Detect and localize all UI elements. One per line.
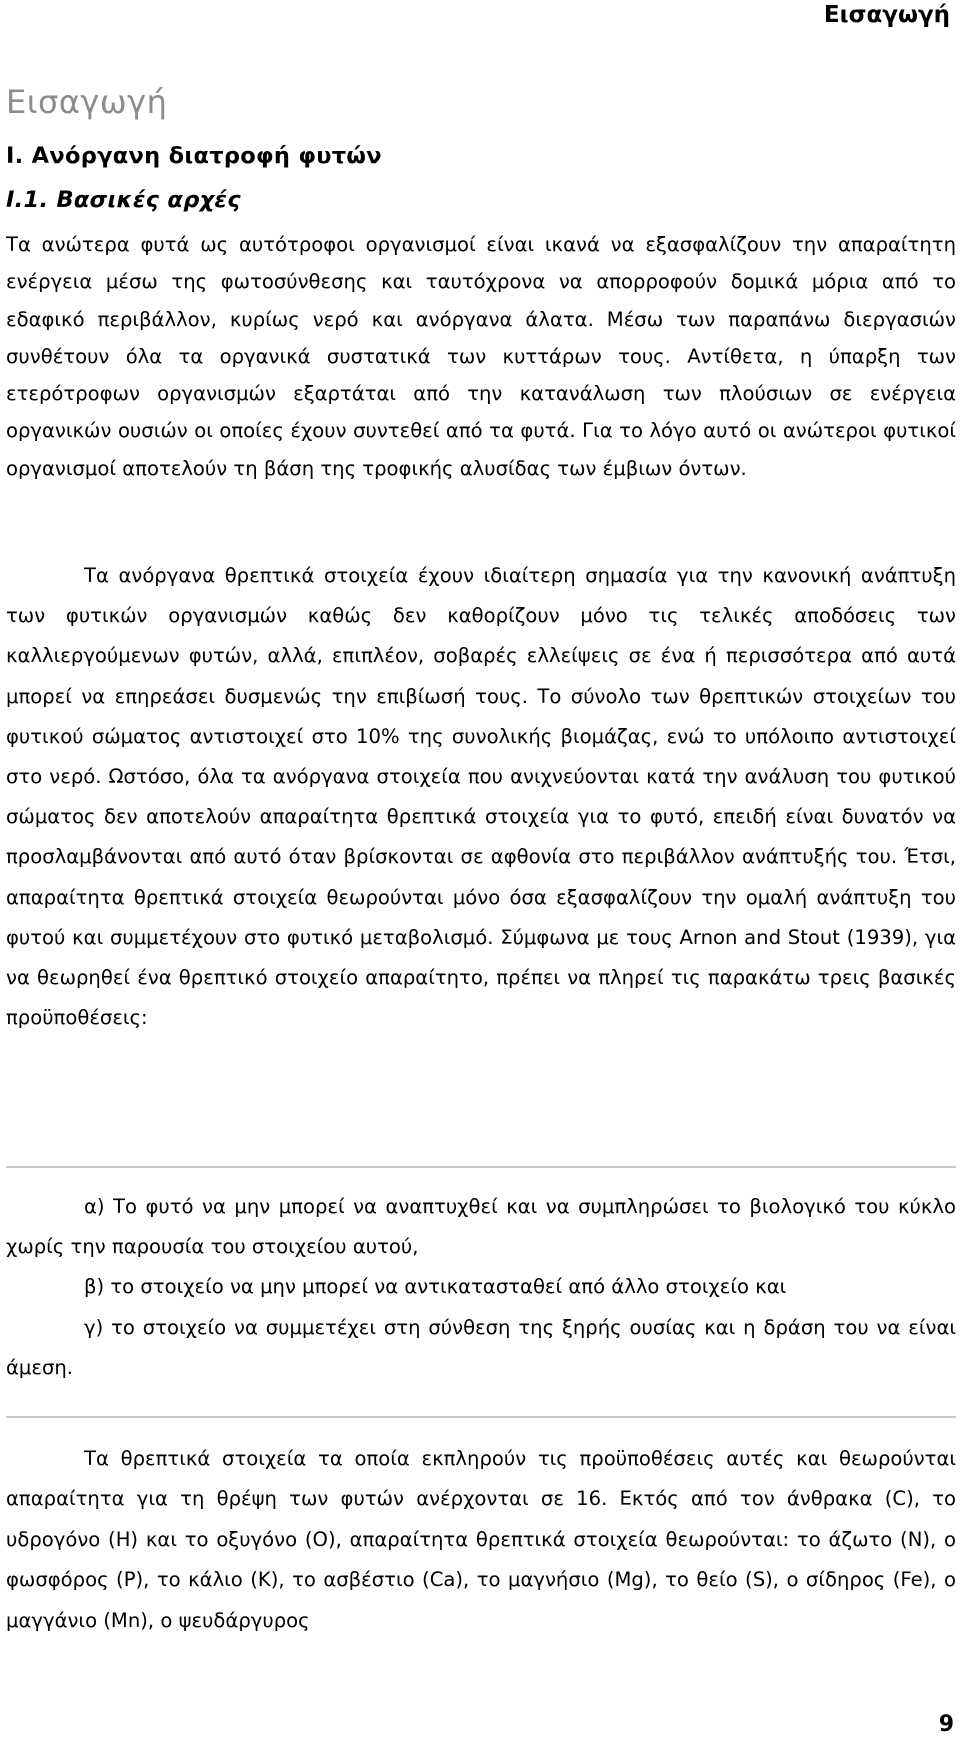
criterion-c: γ) το στοιχείο να συμμετέχει στη σύνθεση της ξηρής ουσίας και η δράση του να είναι άμεση. (6, 1315, 956, 1379)
divider-bottom (6, 1416, 956, 1418)
criterion-a: α) Το φυτό να μην μπορεί να αναπτυχθεί και να συμπληρώσει το βιολογικό του κύκλο χωρίς την παρουσία του στοιχείου αυτού, (6, 1195, 956, 1259)
page-number: 9 (938, 1712, 954, 1737)
divider-top (6, 1166, 956, 1168)
paragraph-nutrients: Τα ανόργανα θρεπτικά στοιχεία έχουν ιδιαίτερη σημασία για την κανονική ανάπτυξη των φυτικών οργανισμών καθώς δεν καθορίζουν μόνο τις τελικές αποδόσεις των καλλιεργούμενων φυτών, αλλά, επιπλέον, σοβαρές ελλείψεις σε ένα ή περισσότερα από αυτά μπορεί να επηρεάσει δυσμενώς την επιβίωσή τους. Το σύνολο των θρεπτικών στοιχείων του φυτικού σώματος αντιστοιχεί στο 10% της συνολικής βιομάζας, ενώ το υπόλοιπο αντιστοιχεί στο νερό. Ωστόσο, όλα τα ανόργανα στοιχεία που ανιχνεύονται κατά την ανάλυση του φυτικού σώματος δεν αποτελούν απαραίτητα θρεπτικά στοιχεία για το φυτό, επειδή είναι δυνατόν να προσλαμβάνονται από αυτό όταν βρίσκονται σε αφθονία στο περιβάλλον ανάπτυξής του. Έτσι, απαραίτητα θρεπτικά στοιχεία θεωρούνται μόνο όσα εξασφαλίζουν την ομαλή ανάπτυξη του φυτού και συμμετέχουν στο φυτικό μεταβολισμό. Σύμφωνα με τους Arnon and Stout (1939), για να θεωρηθεί ένα θρεπτικό στοιχείο απαραίτητο, πρέπει να πληρεί τις παρακάτω τρεις βασικές προϋποθέσεις: (6, 564, 956, 1030)
paragraph-block-2 (6, 556, 956, 1038)
running-header: Εισαγωγή (823, 2, 950, 28)
section-title: Ι. Ανόργανη διατροφή φυτών (6, 143, 382, 169)
subsection-title: Ι.1. Βασικές αρχές (6, 187, 241, 213)
criterion-b: β) το στοιχείο να μην μπορεί να αντικατασταθεί από άλλο στοιχείο και (84, 1275, 787, 1299)
paragraph-essential-elements: Τα θρεπτικά στοιχεία τα οποία εκπληρούν τις προϋποθέσεις αυτές και θεωρούνται απαραίτητα για τη θρέψη των φυτών ανέρχονται σε 16. Εκτός από τον άνθρακα (C), το υδρογόνο (H) και το οξυγόνο (O), απαραίτητα θρεπτικά στοιχεία θεωρούνται: το άζωτο (N), ο φωσφόρος (P), το κάλιο (K), το ασβέστιο (Ca), το μαγνήσιο (Mg), το θείο (S), ο σίδηρος (Fe), ο μαγγάνιο (Mn), ο ψευδάργυρος (6, 1447, 956, 1632)
criteria-list (6, 1187, 956, 1388)
paragraph-autotrophs: Τα ανώτερα φυτά ως αυτότροφοι οργανισμοί είναι ικανά να εξασφαλίζουν την απαραίτητη ενέργεια μέσω της φωτοσύνθεσης και ταυτόχρονα να απορροφούν δομικά μόρια από το εδαφικό περιβάλλον, κυρίως νερό και ανόργανα άλατα. Μέσω των παραπάνω διεργασιών συνθέτουν όλα τα οργανικά συστατικά των κυττάρων τους. Αντίθετα, η ύπαρξη των ετερότροφων οργανισμών εξαρτάται από την κατανάλωση των πλούσιων σε ενέργεια οργανικών ουσιών οι οποίες έχουν συντεθεί από τα φυτά. Για το λόγο αυτό οι ανώτεροι φυτικοί οργανισμοί αποτελούν τη βάση της τροφικής αλυσίδας των έμβιων όντων. (6, 233, 956, 480)
chapter-title: Εισαγωγή (6, 83, 168, 121)
paragraph-block-1 (6, 226, 956, 487)
paragraph-block-3 (6, 1439, 956, 1641)
